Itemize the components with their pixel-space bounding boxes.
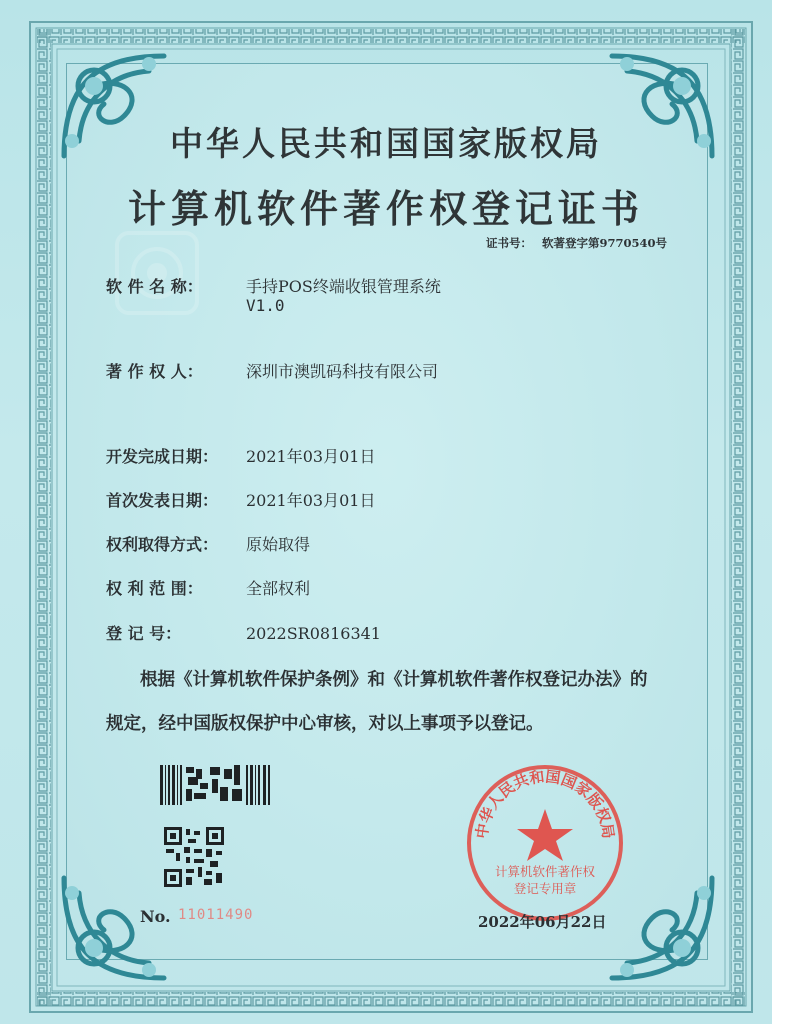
serial-number-label: No. xyxy=(140,907,171,926)
field-label: 软 件 名 称： xyxy=(106,277,203,296)
field-label: 著 作 权 人： xyxy=(106,362,203,381)
field-value: 深圳市澳凯码科技有限公司 xyxy=(246,362,439,381)
certificate-number-label: 证书号： xyxy=(486,236,532,250)
field-value: 2021年03月01日 xyxy=(246,447,376,466)
field-registration-number xyxy=(106,621,381,644)
serial-number-value: 11011490 xyxy=(178,907,254,923)
field-label: 首次发表日期： xyxy=(106,491,219,510)
field-label: 权利取得方式： xyxy=(106,535,219,554)
official-seal-icon xyxy=(465,763,625,923)
field-value: 原始取得 xyxy=(246,535,311,554)
field-label: 开发完成日期： xyxy=(106,447,219,466)
qr-code-icon xyxy=(164,827,224,887)
field-value: 2022SR0816341 xyxy=(246,624,381,643)
field-value: 全部权利 xyxy=(246,579,311,598)
field-software-name xyxy=(106,274,441,297)
emblem-watermark-icon xyxy=(112,228,202,318)
certificate-number xyxy=(486,235,667,251)
field-label: 权 利 范 围： xyxy=(106,579,203,598)
field-acquisition-method xyxy=(106,532,310,555)
issuing-authority: 中华人民共和国国家版权局 xyxy=(170,124,602,163)
certificate-title: 计算机软件著作权登记证书 xyxy=(127,186,644,231)
seal-line-2: 登记专用章 xyxy=(513,881,577,896)
field-label: 登 记 号： xyxy=(106,624,182,643)
certificate-number-value: 软著登字第9770540号 xyxy=(542,236,668,250)
barcode-icon xyxy=(160,765,272,805)
statement-line-1: 根据《计算机软件保护条例》和《计算机软件著作权登记办法》的 xyxy=(140,670,648,690)
statement-line-2: 规定，经中国版权保护中心审核，对以上事项予以登记。 xyxy=(106,714,544,734)
seal-arc-text: 中华人民共和国国家版权局 xyxy=(472,767,618,840)
field-completion-date xyxy=(106,444,375,467)
field-value: 2021年03月01日 xyxy=(246,491,376,510)
seal-line-1: 计算机软件著作权 xyxy=(494,864,596,879)
field-copyright-owner xyxy=(106,359,438,382)
field-publication-date xyxy=(106,488,375,511)
field-rights-scope xyxy=(106,576,310,599)
software-version: V1.0 xyxy=(246,296,285,315)
field-value: 手持POS终端收银管理系统 xyxy=(246,277,441,296)
issue-date: 2022年06月22日 xyxy=(478,913,607,931)
